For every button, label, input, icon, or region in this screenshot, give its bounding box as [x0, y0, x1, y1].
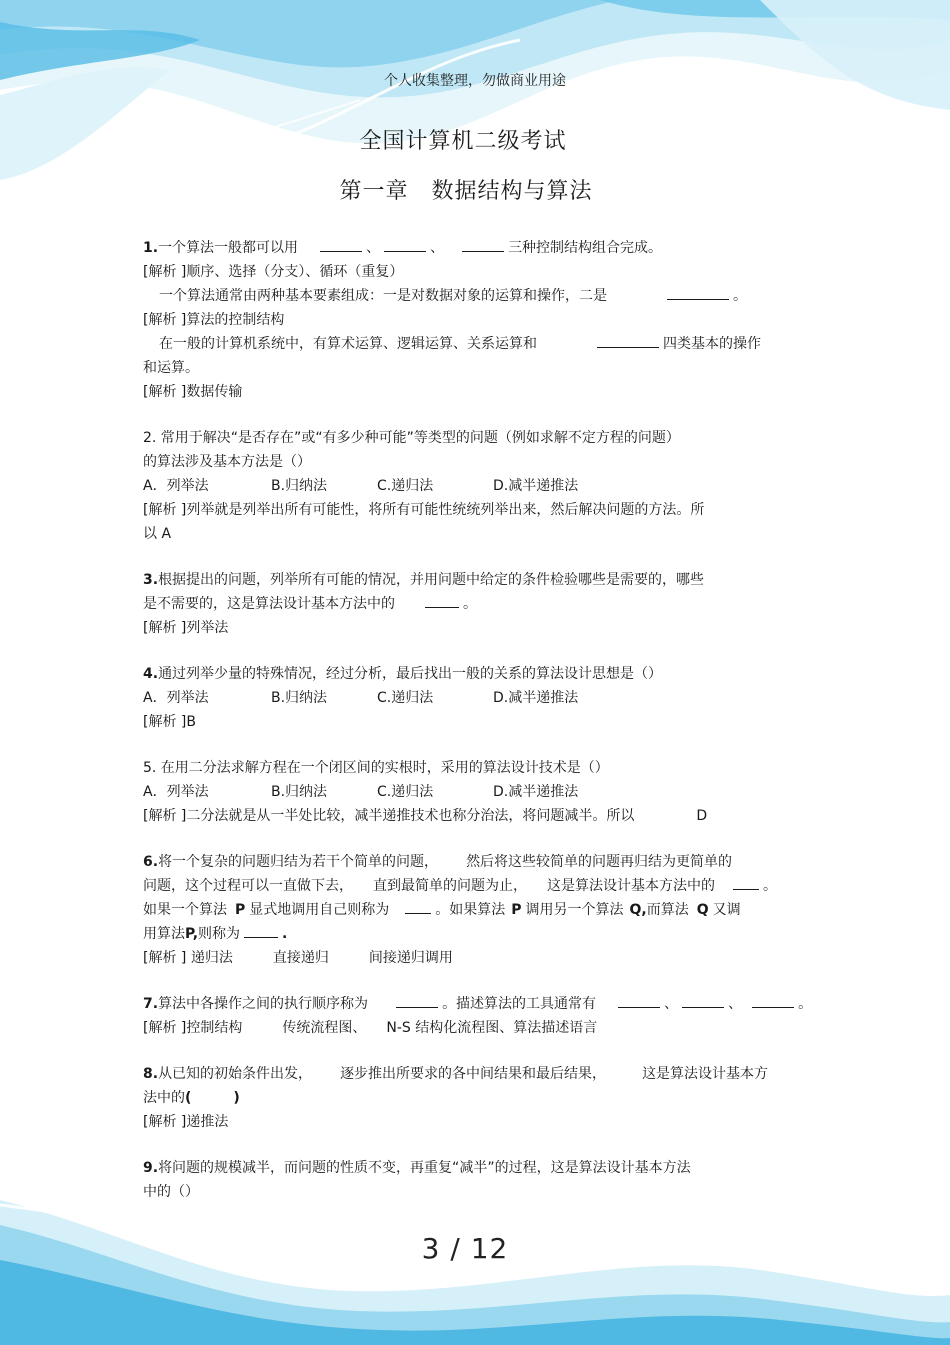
question-number: 7. — [143, 996, 159, 1012]
question-list — [143, 236, 813, 1226]
option-b: B.归纳法 — [271, 690, 328, 706]
option-d: D.减半递推法 — [493, 478, 579, 494]
question-text: 2. 常用于解决“是否存在”或“有多少种可能”等类型的问题（例如求解不定方程的问题） — [143, 430, 680, 446]
question-4 — [143, 662, 808, 734]
option-a: A．列举法 — [143, 478, 209, 494]
question-text: 7.算法中各操作之间的执行顺序称为 。描述算法的工具通常有 、 、 。 — [143, 992, 808, 1016]
answer-analysis: [解析 ]数据传输 — [143, 384, 243, 400]
question-text: 如果一个算法 P 显式地调用自己则称为 。如果算法 P 调用另一个算法 Q,而算法 Q 又调 — [143, 898, 808, 922]
option-d: D.减半递推法 — [493, 784, 579, 800]
question-6 — [143, 850, 808, 970]
question-text: 一个算法通常由两种基本要素组成：一是对数据对象的运算和操作，二是 。 — [143, 284, 808, 308]
answer-analysis: [解析 ]二分法就是从一半处比较，减半递推技术也称分治法，将问题减半。所以 D — [143, 808, 708, 824]
question-text: 4.通过列举少量的特殊情况，经过分析，最后找出一般的关系的算法设计思想是（） — [143, 666, 663, 682]
question-number: 6. — [143, 854, 159, 870]
question-text: 3.根据提出的问题，列举所有可能的情况，并用问题中给定的条件检验哪些是需要的，哪些 — [143, 572, 705, 588]
answer-blank — [462, 237, 504, 252]
question-text: 用算法P,则称为 . — [143, 922, 808, 946]
question-9 — [143, 1156, 808, 1204]
answer-blank — [405, 899, 431, 914]
answer-analysis: [解析 ]B — [143, 714, 196, 730]
answer-analysis: 以 A — [143, 526, 172, 542]
chapter-title: 第一章 数据结构与算法 — [339, 179, 593, 204]
answer-blank — [733, 875, 759, 890]
question-2 — [143, 426, 808, 546]
question-3 — [143, 568, 808, 640]
option-b: B.归纳法 — [271, 784, 328, 800]
answer-analysis: [解析 ]控制结构 传统流程图、 N-S 结构化流程图、算法描述语言 — [143, 1020, 598, 1036]
question-text: 中的（） — [143, 1184, 199, 1200]
question-1 — [143, 236, 808, 404]
document-title: 全国计算机二级考试 — [359, 129, 567, 154]
option-c: C.递归法 — [377, 690, 434, 706]
question-5 — [143, 756, 808, 828]
option-a: A．列举法 — [143, 690, 209, 706]
question-text: 9.将问题的规模减半，而问题的性质不变，再重复“减半”的过程，这是算法设计基本方法 — [143, 1160, 691, 1176]
question-number: 9. — [143, 1160, 159, 1176]
question-text: 6.将一个复杂的问题归结为若干个简单的问题， 然后将这些较简单的问题再归结为更简单的 — [143, 854, 733, 870]
question-number: 1. — [143, 240, 159, 256]
answer-analysis: [解析 ] 递归法 直接递归 间接递归调用 — [143, 950, 453, 966]
answer-analysis: [解析 ]列举法 — [143, 620, 229, 636]
option-d: D.减半递推法 — [493, 690, 579, 706]
question-text: 法中的( ) — [143, 1090, 240, 1106]
option-b: B.归纳法 — [271, 478, 328, 494]
option-c: C.递归法 — [377, 478, 434, 494]
answer-blank — [752, 993, 794, 1008]
question-text: 问题，这个过程可以一直做下去， 直到最简单的问题为止， 这是算法设计基本方法中的 。 — [143, 874, 808, 898]
question-8 — [143, 1062, 808, 1134]
answer-blank — [384, 237, 426, 252]
answer-analysis: [解析 ]递推法 — [143, 1114, 229, 1130]
answer-options — [143, 686, 808, 710]
question-7 — [143, 992, 813, 1040]
question-text: 5. 在用二分法求解方程在一个闭区间的实根时，采用的算法设计技术是（） — [143, 760, 609, 776]
answer-blank — [597, 333, 659, 348]
answer-blank — [425, 593, 459, 608]
question-number: 4. — [143, 666, 159, 682]
answer-options — [143, 780, 808, 804]
answer-blank — [667, 285, 729, 300]
question-text: 和运算。 — [143, 360, 199, 376]
answer-blank — [682, 993, 724, 1008]
page-number: 3 / 12 — [421, 1232, 509, 1265]
question-text: 在一般的计算机系统中，有算术运算、逻辑运算、关系运算和 四类基本的操作 — [143, 332, 808, 356]
answer-blank — [618, 993, 660, 1008]
question-number: 3. — [143, 572, 159, 588]
option-a: A．列举法 — [143, 784, 209, 800]
answer-blank — [396, 993, 438, 1008]
answer-analysis: [解析 ]算法的控制结构 — [143, 312, 285, 328]
header-note: 个人收集整理，勿做商业用途 — [384, 73, 566, 89]
answer-options — [143, 474, 808, 498]
answer-analysis: [解析 ]顺序、选择（分支）、循环（重复） — [143, 264, 404, 280]
option-c: C.递归法 — [377, 784, 434, 800]
answer-blank — [244, 923, 278, 938]
question-text: 是不需要的，这是算法设计基本方法中的 。 — [143, 592, 808, 616]
question-number: 8. — [143, 1066, 159, 1082]
answer-blank — [320, 237, 362, 252]
question-text: 的算法涉及基本方法是（） — [143, 454, 311, 470]
question-text: 8.从已知的初始条件出发， 逐步推出所要求的各中间结果和最后结果， 这是算法设计基本方 — [143, 1066, 769, 1082]
answer-analysis: [解析 ]列举就是列举出所有可能性，将所有可能性统统列举出来，然后解决问题的方法。所 — [143, 502, 705, 518]
question-text: 1.一个算法一般都可以用 、 、 三种控制结构组合完成。 — [143, 236, 808, 260]
